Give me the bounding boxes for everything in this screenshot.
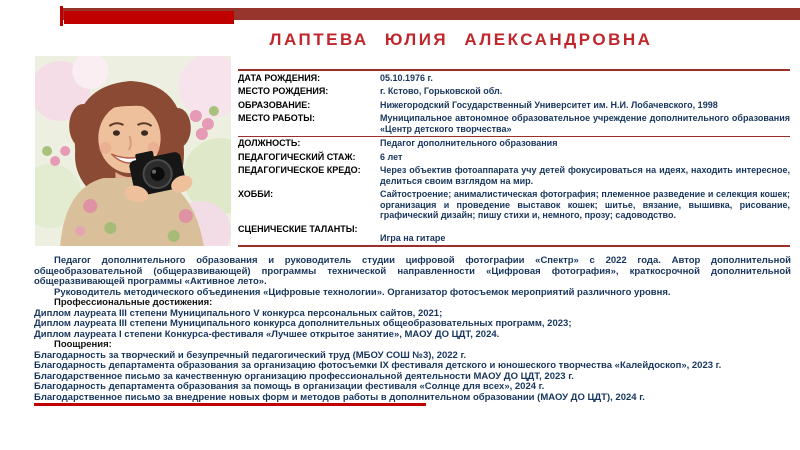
detail-value: Нижегородский Государственный Университет им. Н.И. Лобачевского, 1998 <box>380 99 718 110</box>
page-title: ЛАПТЕВА ЮЛИЯ АЛЕКСАНДРОВНА <box>269 30 653 49</box>
bio-section <box>34 256 791 403</box>
table-row <box>238 164 790 188</box>
table-row <box>238 85 790 99</box>
bottom-rule <box>34 403 426 406</box>
bio-award-item: Благодарность за творческий и безупречный педагогический труд (МБОУ СОШ №3), 2022 г. <box>34 349 467 361</box>
woman-with-camera-illustration <box>35 56 231 246</box>
detail-value: Через объектив фотоаппарата учу детей фокусироваться на идеях, находить интересное, делиться своим взглядом на мир. <box>380 165 790 186</box>
detail-value: г. Кстово, Горьковской обл. <box>380 86 503 96</box>
detail-value: Сайтостроение; анималистическая фотография; племенное разведение и селекция кошек; организация и проведение выставок кошек; шитье, вязание, вышивка, рисование, графический дизайн; пишу стихи и, немного, прозу; садоводство. <box>380 189 790 220</box>
bio-achievement-item: Диплом лауреата III степени Муниципального V конкурса персональных сайтов, 2021; <box>34 307 443 319</box>
table-row <box>238 188 790 223</box>
table-row <box>238 136 790 151</box>
bio-achievement-item: Диплом лауреата I степени Конкурса-фестиваля «Лучшее открытое занятие», МАОУ ДО ЦДТ, 2024. <box>34 328 500 340</box>
table-row <box>238 222 790 245</box>
detail-label: ДАТА РОЖДЕНИЯ: <box>238 72 321 83</box>
bio-paragraph: Педагог дополнительного образования и руководитель студии цифровой фотографии «Спектр» с 2022 года. Автор дополнительной общеобразовательной (общеразвивающей) программы технической направленности «Цифровая фотография», краткосрочной дополнительной общеразвивающей программы «Активное лето». <box>34 255 791 287</box>
table-row <box>238 150 790 164</box>
detail-value: Педагог дополнительного образования <box>380 138 558 148</box>
detail-label: МЕСТО РОЖДЕНИЯ: <box>238 86 329 96</box>
details-table <box>238 69 790 247</box>
bio-achievement-item: Диплом лауреата III степени Муниципального конкурса дополнительных общеобразовательных программ, 2023; <box>34 318 572 329</box>
table-row <box>238 98 790 112</box>
detail-value: 6 лет <box>380 151 403 162</box>
detail-value: Игра на гитаре <box>380 232 446 243</box>
bio-award-item: Благодарственное письмо за внедрение новых форм и методов работы в дополнительном образовании (МАОУ ДО ЦДТ), 2024 г. <box>34 391 645 403</box>
bio-award-item: Благодарность департамента образования за организацию фотосъемки IX фестиваля детского и юношеского творчества «Калейдоскоп», 2023 г. <box>34 360 722 371</box>
bio-heading-awards: Поощрения: <box>54 339 112 350</box>
table-row <box>238 112 790 136</box>
detail-label: ПЕДАГОГИЧЕСКИЙ СТАЖ: <box>238 151 356 162</box>
table-row <box>238 71 790 85</box>
bio-award-item: Благодарственное письмо за качественную организацию профессиональной деятельности МАОУ ДО ЦДТ, 2023 г. <box>34 370 574 382</box>
bio-heading-achievements: Профессиональные достижения: <box>54 297 213 308</box>
detail-label: МЕСТО РАБОТЫ: <box>238 113 316 123</box>
bio-award-item: Благодарность департамента образования за помощь в организации фестиваля «Солнце для всех», 2024 г. <box>34 381 545 392</box>
detail-label: ОБРАЗОВАНИЕ: <box>238 99 311 110</box>
detail-label: ПЕДАГОГИЧЕСКОЕ КРЕДО: <box>238 165 361 175</box>
detail-label: ХОББИ: <box>238 189 274 199</box>
detail-value: Муниципальное автономное образовательное учреждение дополнительного образования «Центр детского творчества» <box>380 113 790 134</box>
detail-label: СЦЕНИЧЕСКИЕ ТАЛАНТЫ: <box>238 223 358 234</box>
top-bar-accent <box>64 11 234 24</box>
detail-value: 05.10.1976 г. <box>380 72 433 83</box>
portrait-photo <box>35 56 231 246</box>
bio-paragraph: Руководитель методического объединения «Цифровые технологии». Организатор фотосъемок мероприятий различного уровня. <box>54 286 671 298</box>
top-bar-left-cap <box>60 6 63 26</box>
detail-label: ДОЛЖНОСТЬ: <box>238 138 301 148</box>
